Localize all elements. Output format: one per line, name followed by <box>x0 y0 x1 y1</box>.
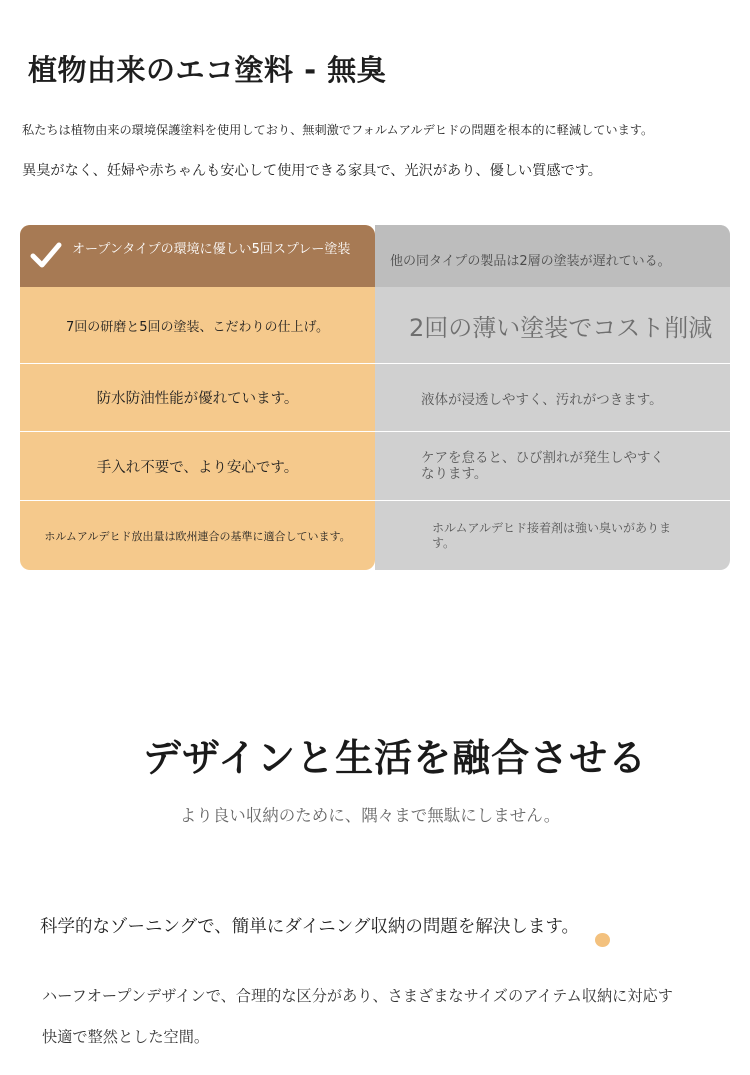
comparison-table <box>20 225 730 570</box>
other-feature-row-4: ホルムアルデヒド接着剤は強い臭いがあります。 <box>432 520 672 550</box>
design-subheading: より良い収納のために、隅々まで無駄にしません。 <box>179 806 561 825</box>
storage-body-line-2: 快適で整然とした空間。 <box>42 1028 210 1046</box>
our-product-header <box>20 225 375 287</box>
other-feature-row-1: 2回の薄い塗装でコスト削減 <box>409 313 713 342</box>
checkmark-icon <box>30 239 62 275</box>
storage-body-line-1: ハーフオープンデザインで、合理的な区分があり、さまざまなサイズのアイテム収納に対応す <box>42 987 673 1005</box>
other-feature-row-3: ケアを怠ると、ひび割れが発生しやすくなります。 <box>421 450 664 482</box>
our-feature-row-4: ホルムアルデヒド放出量は欧州連合の基準に適合しています。 <box>44 529 351 543</box>
our-feature-row-2: 防水防油性能が優れています。 <box>96 391 299 407</box>
storage-heading: 科学的なゾーニングで、簡単にダイニング収納の問題を解決します。 <box>40 917 579 937</box>
page-title: 植物由来のエコ塗料 - 無臭 <box>28 53 387 87</box>
other-product-header-text: 他の同タイプの製品は2層の塗装が遅れている。 <box>390 254 671 269</box>
other-feature-row-2: 液体が浸透しやすく、汚れがつきます。 <box>421 391 663 408</box>
our-feature-row-3: 手入れ不要で、より安心です。 <box>96 459 299 476</box>
decorative-dot <box>595 933 610 947</box>
intro-text-line-1: 私たちは植物由来の環境保護塗料を使用しており、無刺激でフォルムアルデヒドの問題を根本的に軽減しています。 <box>22 123 654 137</box>
other-product-header <box>375 225 730 287</box>
intro-text-line-2: 異臭がなく、妊婦や赤ちゃんも安心して使用できる家具で、光沢があり、優しい質感です。 <box>22 163 602 179</box>
design-heading: デザインと生活を融合させる <box>142 736 648 780</box>
our-feature-row-1: 7回の研磨と5回の塗装、こだわりの仕上げ。 <box>65 319 330 335</box>
our-product-header-text: オープンタイプの環境に優しい5回スプレー塗装 <box>72 242 351 257</box>
